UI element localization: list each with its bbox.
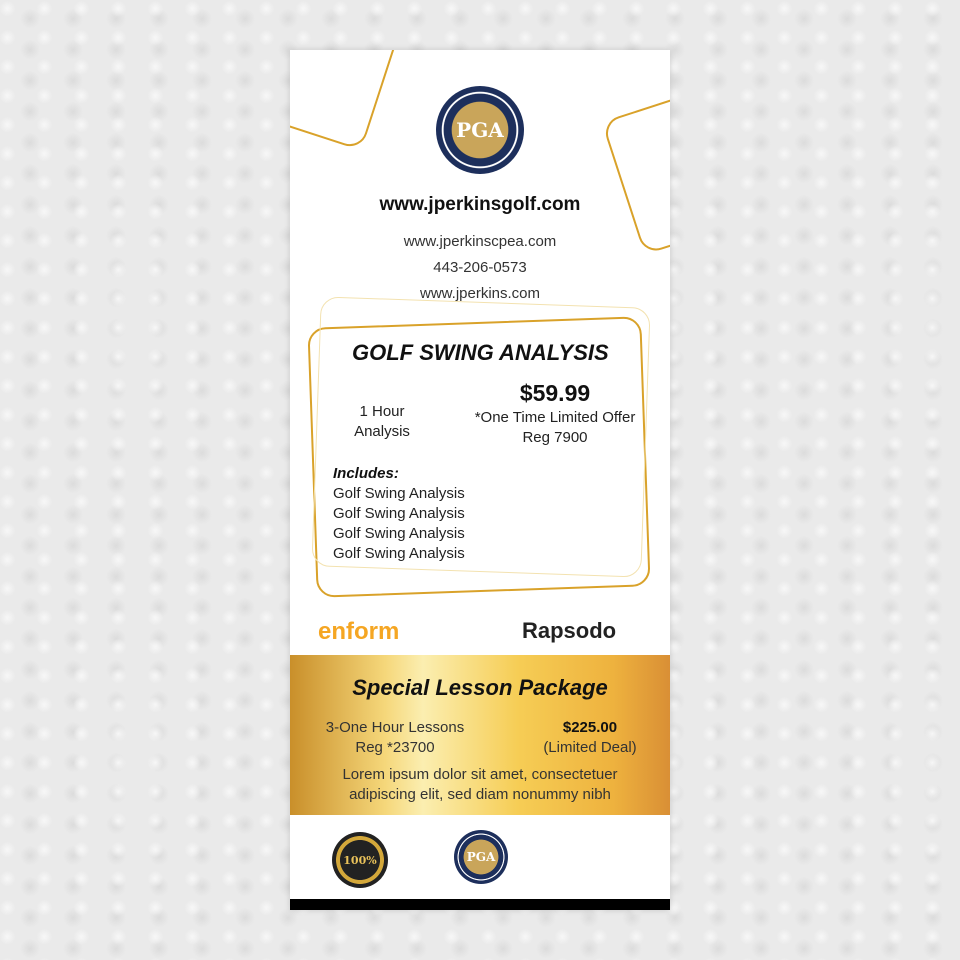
offer-price-block	[460, 380, 650, 446]
website-main[interactable]: www.jperkinsgolf.com	[379, 194, 581, 215]
package-title: Special Lesson Package	[352, 675, 608, 700]
list-item: Golf Swing Analysis	[333, 545, 465, 562]
includes-list: Includes: Golf Swing Analysis Golf Swing Analysis Golf Swing Analysis Golf Swing Analysis	[333, 465, 465, 562]
offer-note: *One Time Limited Offer	[474, 409, 636, 426]
gold-frame-decoration	[601, 85, 670, 255]
flyer-card	[290, 50, 670, 910]
gold-frame-decoration	[290, 50, 411, 151]
lesson-package-banner	[290, 655, 670, 815]
website-secondary[interactable]: www.jperkinscpea.com	[403, 233, 557, 250]
pga-logo: PGA	[436, 86, 524, 174]
offer-price: $59.99	[519, 380, 591, 406]
list-item: Golf Swing Analysis	[333, 525, 465, 542]
offer-duration: 1 Hour Analysis	[354, 403, 410, 440]
website-tertiary[interactable]: www.jperkins.com	[419, 285, 541, 302]
list-item: Golf Swing Analysis	[333, 485, 465, 502]
pga-badge: PGA	[454, 830, 508, 884]
offer-title: GOLF SWING ANALYSIS	[352, 340, 609, 365]
guarantee-badge: 100%	[332, 832, 388, 888]
offer-regular-price: Reg 7900	[522, 429, 588, 446]
package-description: Lorem ipsum dolor sit amet, consectetuer adipiscing elit, sed diam nonummy nibh	[342, 766, 618, 803]
footer-bar	[290, 899, 670, 910]
package-price: $225.00 (Limited Deal)	[543, 719, 637, 756]
package-lessons: 3-One Hour Lessons Reg *23700	[325, 719, 465, 756]
rapsodo-logo: Rapsodo	[522, 618, 617, 643]
enform-logo: enform	[318, 618, 400, 645]
list-item: Golf Swing Analysis	[333, 505, 465, 522]
phone-number: 443-206-0573	[433, 259, 527, 276]
